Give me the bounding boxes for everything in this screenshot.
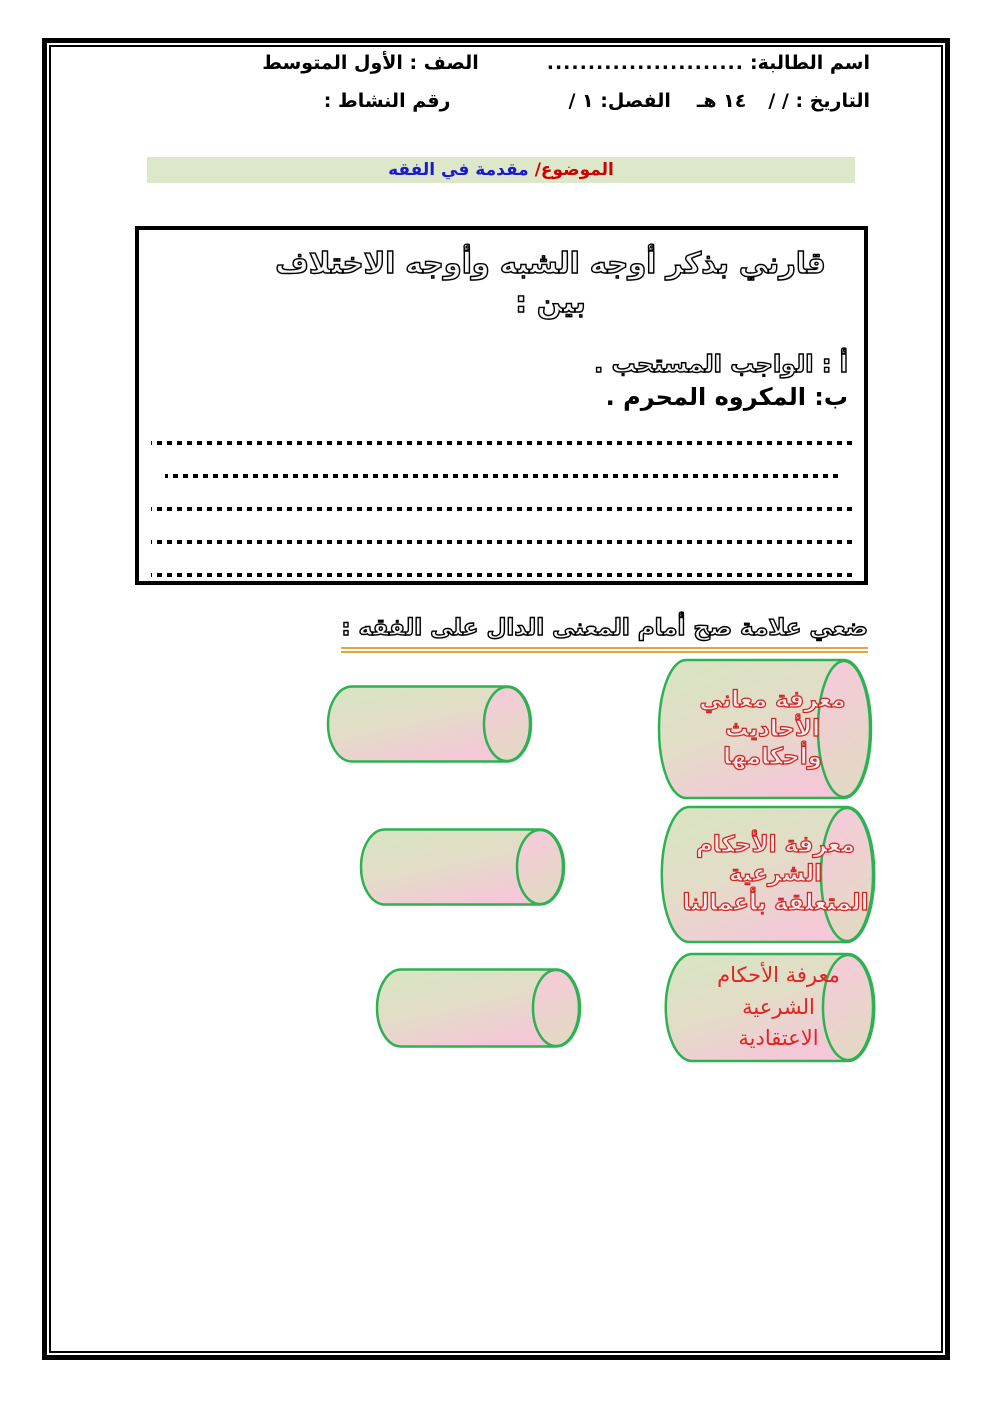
answer-cylinder-1[interactable]	[324, 684, 536, 764]
option-1-text[interactable]: معرفة معاني الأحاديث وأحكامها	[699, 686, 846, 771]
hijri-year-label: ١٤ هـ	[696, 90, 747, 112]
comparison-item-a: أ : الواجب المستحب .	[594, 350, 848, 379]
comparison-title: قارني بذكر أوجه الشبه وأوجه الاختلاف بين :	[275, 246, 826, 320]
cylinder-shape	[373, 967, 585, 1049]
comparison-box	[135, 226, 868, 585]
option-cylinder-2	[657, 804, 876, 945]
student-name-label: اسم الطالبة:	[749, 52, 870, 74]
option-2-text[interactable]: معرفة الأحكام الشرعية المتعلقة بأعمالنا	[682, 832, 869, 916]
topic-banner	[147, 157, 855, 183]
answer-cylinder-2[interactable]	[357, 827, 569, 907]
answer-cylinder-3[interactable]	[373, 967, 585, 1049]
answer-line[interactable]	[151, 441, 852, 445]
answer-line[interactable]	[151, 573, 852, 577]
date-label[interactable]: التاريخ : / /	[768, 90, 870, 112]
header-row-2	[324, 90, 870, 112]
topic-label: الموضوع/	[534, 160, 614, 180]
class-label: الصف : الأول المتوسط	[262, 52, 479, 74]
answer-line[interactable]	[151, 507, 852, 511]
option-cylinder-1	[654, 657, 873, 801]
comparison-item-b: ب: المكروه المحرم .	[605, 382, 848, 411]
topic-value: مقدمة في الفقه	[388, 160, 529, 180]
cylinder-shape	[324, 684, 536, 764]
answer-line[interactable]	[151, 540, 852, 544]
answer-line[interactable]	[165, 474, 838, 478]
activity-number-label[interactable]: رقم النشاط :	[323, 90, 451, 112]
semester-label: الفصل: ١ /	[568, 90, 671, 112]
cylinder-shape	[357, 827, 569, 907]
header-row-1	[262, 52, 870, 74]
answer-lines	[139, 441, 864, 577]
student-name-blank[interactable]: ........................	[546, 52, 744, 74]
option-3-text[interactable]: معرفة الأحكام الشرعية الاعتقادية	[717, 963, 840, 1051]
option-cylinder-3	[660, 951, 879, 1064]
check-section-title: ضعي علامة صح أمام المعنى الدال على الفقه :	[341, 614, 868, 653]
